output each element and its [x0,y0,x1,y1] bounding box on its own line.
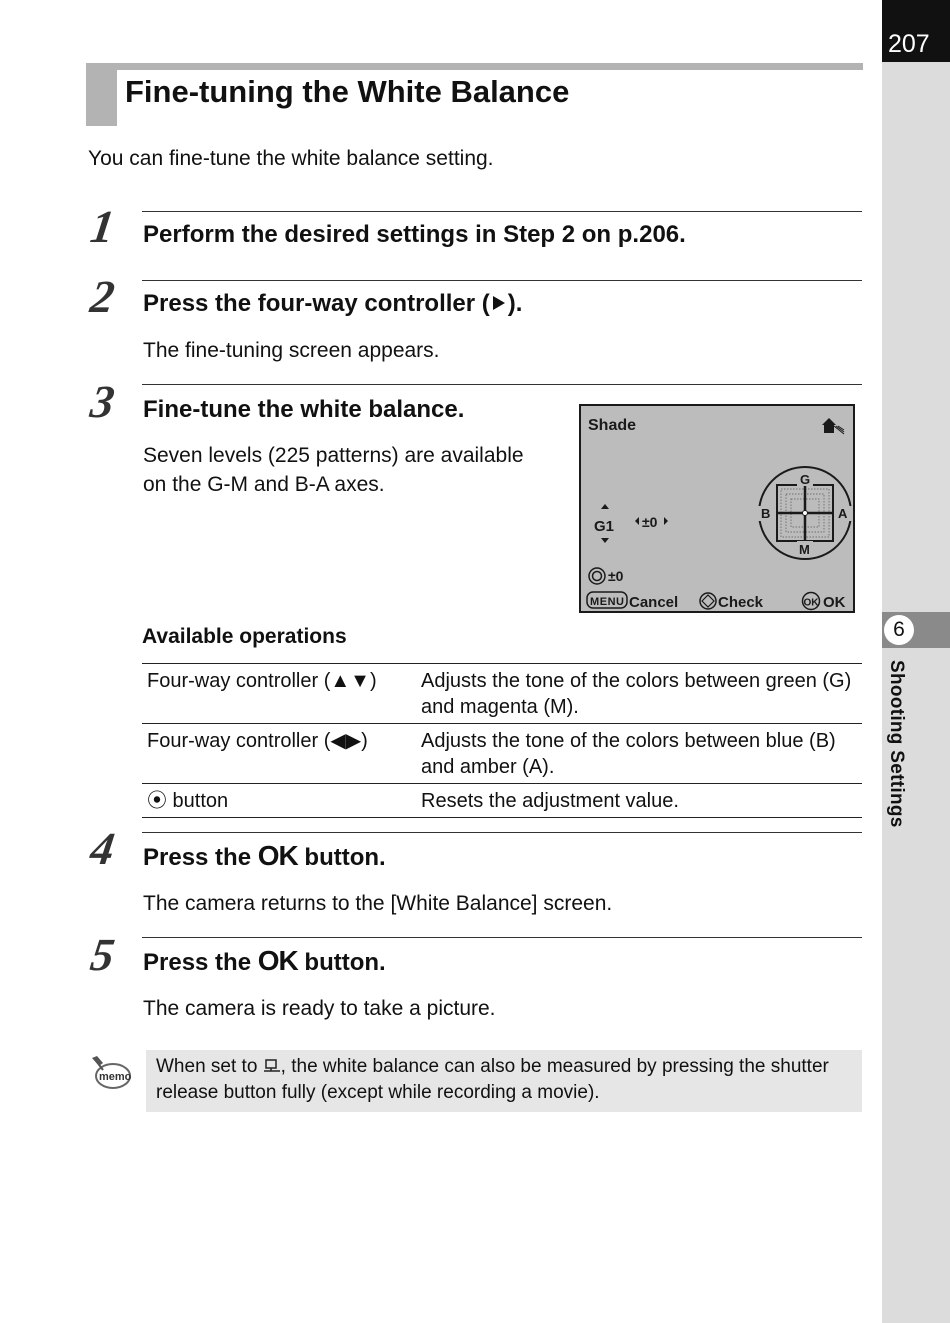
axis-m-label: M [799,542,810,557]
step-number: 1 [87,201,118,252]
axis-g-label: G [800,472,811,487]
step-number: 4 [87,823,118,874]
step-rule [142,280,862,281]
chapter-title: Shooting Settings [886,660,907,828]
step-number: 3 [87,376,118,427]
step-number: 2 [87,271,118,322]
title-marker [86,63,117,126]
step-rule [142,211,862,212]
lcd-gm-value: G1 [594,518,615,535]
operation-effect: Adjusts the tone of the colors between green (G) and magenta (M). [421,670,852,718]
reset-dial-icon [589,568,605,584]
step-title: Press the OK button. [143,840,386,871]
step-body-line: Seven levels (225 patterns) are available [143,444,524,467]
axis-b-label: B [761,506,771,521]
lcd-flash-icon [263,1058,281,1074]
shade-icon [822,418,844,434]
step-body: The fine-tuning screen appears. [143,339,440,362]
step-rule [142,384,862,385]
step-title: Press the four-way controller ( ). [143,290,523,317]
lcd-ok-key: OK [803,597,819,609]
fine-tune-lcd-screen [579,404,855,613]
page-title: Fine-tuning the White Balance [125,74,570,109]
lcd-ba-value: ±0 [642,514,658,530]
chapter-number: 6 [884,615,914,645]
operations-table [142,663,862,818]
memo-text: When set to , the white balance can also be measured by pressing the shutter release button fully (except while recording a movie). [156,1056,829,1103]
down-arrow-icon [601,538,609,543]
operation-control: Four-way controller (◀▶) [147,730,368,752]
axis-a-label: A [838,506,848,521]
table-row [142,724,862,784]
step-number: 5 [87,929,118,980]
step-body: The camera returns to the [White Balance] screen. [143,892,613,915]
operations-heading: Available operations [142,625,347,648]
step-rule [142,937,862,938]
left-arrow-icon [635,517,639,525]
play-right-icon [491,294,507,312]
lcd-display [581,406,853,611]
intro-text: You can fine-tune the white balance setting. [88,147,494,170]
right-arrow-icon [664,517,668,525]
memo-label: memo [99,1071,132,1083]
ok-button-glyph: OK [257,840,298,871]
lcd-mode: Shade [588,417,637,434]
ok-button-glyph: OK [257,945,298,976]
step-title: Perform the desired settings in Step 2 on p.206. [143,221,686,248]
wb-adjust-grid [758,467,852,559]
step-body: The camera is ready to take a picture. [143,997,496,1020]
lcd-ok: OK [823,594,846,611]
lcd-check: Check [718,594,764,611]
table-row [142,664,862,724]
operation-effect: Resets the adjustment value. [421,790,679,812]
step-title: Fine-tune the white balance. [143,396,465,423]
page-number: 207 [882,0,950,62]
step-body-line: on the G-M and B-A axes. [143,473,385,496]
up-arrow-icon [601,504,609,509]
operation-control: Four-way controller (▲▼) [147,670,377,692]
step-title: Press the OK button. [143,945,386,976]
lcd-reset-value: ±0 [608,568,624,584]
lcd-check-dial-icon [700,593,716,609]
step-body [143,441,524,499]
operation-control: ⦿ button [147,790,229,812]
title-rule [86,63,863,70]
lcd-cancel: Cancel [629,594,679,611]
operation-effect: Adjusts the tone of the colors between blue (B) and amber (A). [421,730,836,778]
memo-icon [89,1054,133,1099]
lcd-menu-key: MENU [590,596,624,608]
table-row [142,784,862,818]
step-rule [142,832,862,833]
